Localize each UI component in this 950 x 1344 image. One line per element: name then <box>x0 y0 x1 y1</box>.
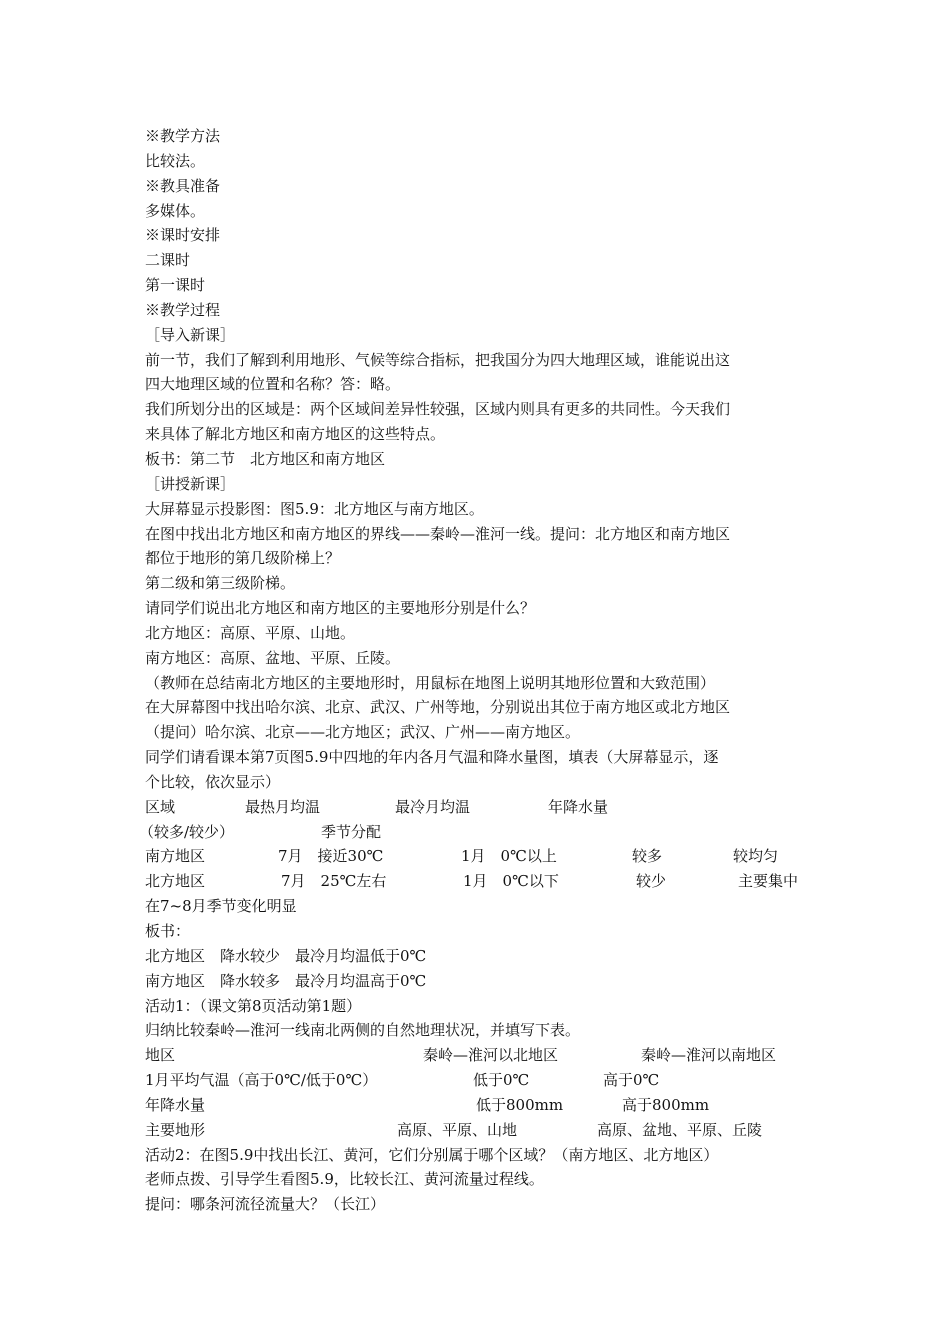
paragraph: （提问）哈尔滨、北京——北方地区；武汉、广州——南方地区。 <box>145 723 581 742</box>
table-row <box>145 1118 815 1143</box>
table2-header-cell: 秦岭—淮河以南地区 <box>641 1046 777 1065</box>
table-cell: 1月 0℃以上 <box>461 847 557 866</box>
paragraph: 活动2：在图5.9中找出长江、黄河，它们分别属于哪个区域？（南方地区、北方地区） <box>145 1145 719 1164</box>
paragraph: 南方地区 降水较多 最冷月均温高于0℃ <box>145 971 427 990</box>
paragraph: 前一节，我们了解到利用地形、气候等综合指标，把我国分为四大地理区域，谁能说出这 <box>145 350 731 369</box>
table-cell: 1月 0℃以下 <box>463 872 559 891</box>
heading-schedule: ※课时安排 <box>145 226 221 245</box>
paragraph: 请同学们说出北方地区和南方地区的主要地形分别是什么？ <box>145 599 536 618</box>
table-cell: 7月 接近30℃ <box>278 847 384 866</box>
paragraph: 北方地区：高原、平原、山地。 <box>145 623 356 642</box>
paragraph: 北方地区 降水较少 最冷月均温低于0℃ <box>145 946 427 965</box>
table1-header-row2 <box>139 820 815 845</box>
table-row <box>145 869 815 894</box>
table-cell: 北方地区 <box>145 872 206 891</box>
table2-header-cell: 地区 <box>145 1046 176 1065</box>
paragraph: 多媒体。 <box>145 201 206 220</box>
table1-header-cell: 季节分配 <box>321 822 382 841</box>
table-cell: 低于800mm <box>476 1095 564 1114</box>
table-cell: 高原、盆地、平原、丘陵 <box>597 1120 763 1139</box>
table-cell: 年降水量 <box>145 1095 206 1114</box>
table-row <box>145 844 815 869</box>
heading-teaching-method: ※教学方法 <box>145 127 221 145</box>
paragraph: 比较法。 <box>145 151 206 170</box>
paragraph: 归纳比较秦岭—淮河一线南北两侧的自然地理状况，并填写下表。 <box>145 1021 581 1040</box>
paragraph: 老师点拨、引导学生看图5.9，比较长江、黄河流量过程线。 <box>145 1170 544 1189</box>
paragraph: 第一课时 <box>145 276 206 295</box>
paragraph: 提问：哪条河流径流量大？（长江） <box>145 1195 386 1214</box>
table-cell: 1月平均气温（高于0℃/低于0℃） <box>145 1071 378 1090</box>
table-cell: 高于800mm <box>622 1095 710 1114</box>
paragraph: 二课时 <box>145 251 191 270</box>
table-cell: 较少 <box>636 872 667 891</box>
table-row <box>145 1068 815 1093</box>
table-cell: 高原、平原、山地 <box>397 1120 518 1139</box>
table-cell: 较多 <box>632 847 663 866</box>
paragraph: 板书： <box>145 922 191 940</box>
paragraph: 活动1：（课文第8页活动第1题） <box>145 996 362 1015</box>
paragraph: （教师在总结南北方地区的主要地形时，用鼠标在地图上说明其地形位置和大致范围） <box>145 673 716 692</box>
paragraph: 同学们请看课本第7页图5.9中四地的年内各月气温和降水量图，填表（大屏幕显示，逐 <box>145 748 719 767</box>
heading-process: ※教学过程 <box>145 300 221 319</box>
table-cell: 高于0℃ <box>603 1071 660 1090</box>
paragraph: 四大地理区域的位置和名称？答：略。 <box>145 375 401 394</box>
table-cell: 主要集中 <box>738 872 799 891</box>
table2-header <box>145 1043 815 1068</box>
table-cell: 南方地区 <box>145 847 206 866</box>
paragraph: 来具体了解北方地区和南方地区的这些特点。 <box>145 425 446 444</box>
section-label: ［讲授新课］ <box>145 474 236 493</box>
heading-teaching-aids: ※教具准备 <box>145 176 221 195</box>
table1-header-cell: 区域 <box>145 797 176 816</box>
table1-header-cell: 最热月均温 <box>245 797 321 816</box>
paragraph: 在图中找出北方地区和南方地区的界线——秦岭—淮河一线。提问：北方地区和南方地区 <box>145 524 731 543</box>
paragraph: 南方地区：高原、盆地、平原、丘陵。 <box>145 648 401 667</box>
paragraph: 都位于地形的第几级阶梯上？ <box>145 549 341 568</box>
table1-header-cell: 年降水量 <box>548 797 609 816</box>
table1-tail: 在7~8月季节变化明显 <box>145 897 297 916</box>
paragraph: 第二级和第三级阶梯。 <box>145 574 296 593</box>
paragraph: 个比较，依次显示） <box>145 772 281 791</box>
document-body <box>139 124 815 1217</box>
section-label: ［导入新课］ <box>145 325 236 344</box>
table1-header-cell: 最冷月均温 <box>395 797 471 816</box>
table1-header <box>145 795 815 820</box>
table-cell: 较均匀 <box>733 847 779 866</box>
table-cell: 主要地形 <box>145 1120 206 1139</box>
table-row <box>145 1093 815 1118</box>
paragraph: 大屏幕显示投影图：图5.9：北方地区与南方地区。 <box>145 499 484 518</box>
table-cell: 7月 25℃左右 <box>281 872 387 891</box>
table2-header-cell: 秦岭—淮河以北地区 <box>423 1046 559 1065</box>
paragraph: 我们所划分出的区域是：两个区域间差异性较强，区域内则具有更多的共同性。今天我们 <box>145 400 731 419</box>
table-cell: 低于0℃ <box>473 1071 530 1090</box>
table1-header-cell: （较多/较少） <box>139 822 235 841</box>
paragraph: 板书：第二节 北方地区和南方地区 <box>145 449 386 468</box>
paragraph: 在大屏幕图中找出哈尔滨、北京、武汉、广州等地，分别说出其位于南方地区或北方地区 <box>145 698 731 717</box>
